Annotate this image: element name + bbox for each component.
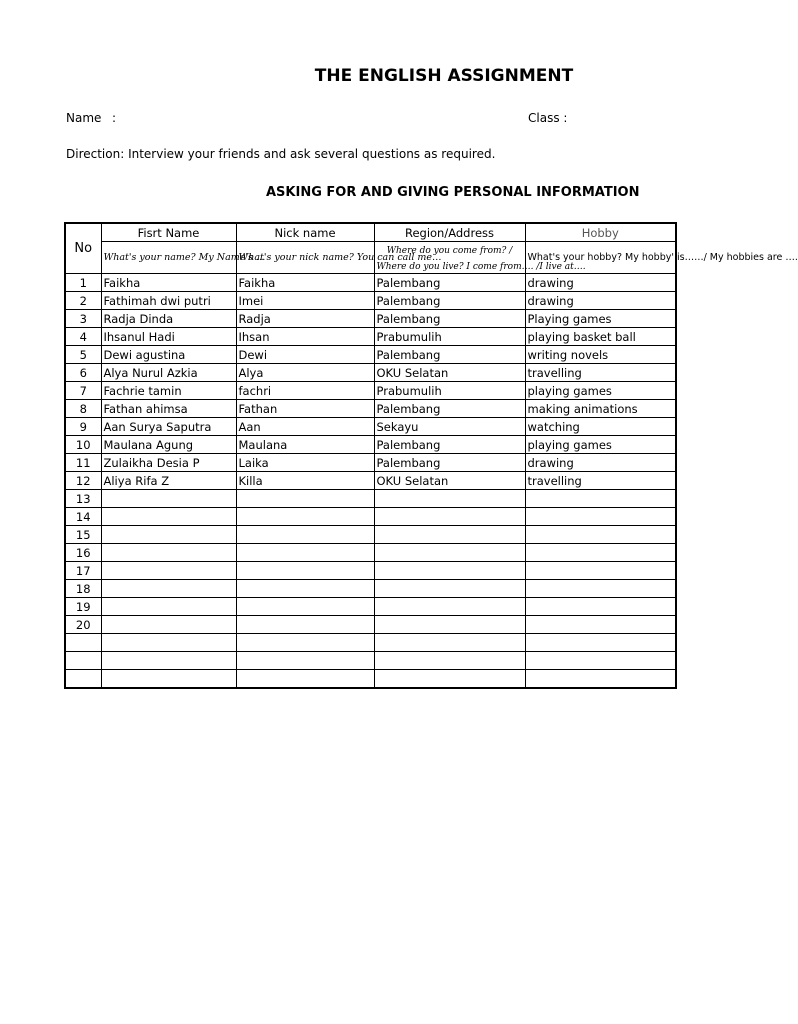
region-cell bbox=[374, 580, 525, 598]
region-cell: Palembang bbox=[374, 310, 525, 328]
region-cell: OKU Selatan bbox=[374, 472, 525, 490]
table-row bbox=[65, 580, 676, 598]
region-cell bbox=[374, 634, 525, 652]
row-number-cell: 11 bbox=[65, 454, 101, 472]
hobby-cell: travelling bbox=[525, 472, 676, 490]
class-label: Class : bbox=[528, 111, 568, 125]
region-cell: Sekayu bbox=[374, 418, 525, 436]
question-region-line-1: Where do you come from? / bbox=[386, 246, 513, 256]
header-row bbox=[65, 223, 676, 242]
region-cell bbox=[374, 526, 525, 544]
row-number-cell: 17 bbox=[65, 562, 101, 580]
hobby-cell: drawing bbox=[525, 454, 676, 472]
name-field-line bbox=[66, 111, 116, 125]
row-number-cell: 15 bbox=[65, 526, 101, 544]
table-row bbox=[65, 634, 676, 652]
first-name-cell: Fachrie tamin bbox=[101, 382, 236, 400]
row-number-cell: 7 bbox=[65, 382, 101, 400]
hobby-cell: drawing bbox=[525, 292, 676, 310]
question-nick-name: What's your nick name? You can call me… bbox=[236, 242, 374, 274]
table-row bbox=[65, 472, 676, 490]
row-number-cell: 3 bbox=[65, 310, 101, 328]
hobby-cell bbox=[525, 616, 676, 634]
row-number-cell: 20 bbox=[65, 616, 101, 634]
region-cell: Palembang bbox=[374, 346, 525, 364]
first-name-cell: Fathimah dwi putri bbox=[101, 292, 236, 310]
first-name-cell bbox=[101, 634, 236, 652]
hobby-cell: travelling bbox=[525, 364, 676, 382]
region-cell: Palembang bbox=[374, 436, 525, 454]
row-number-cell: 14 bbox=[65, 508, 101, 526]
hobby-cell: playing games bbox=[525, 436, 676, 454]
first-name-cell bbox=[101, 670, 236, 689]
hobby-cell bbox=[525, 598, 676, 616]
first-name-cell bbox=[101, 490, 236, 508]
nick-name-cell: Ihsan bbox=[236, 328, 374, 346]
table-row bbox=[65, 652, 676, 670]
first-name-cell: Zulaikha Desia P bbox=[101, 454, 236, 472]
first-name-cell: Ihsanul Hadi bbox=[101, 328, 236, 346]
hobby-cell: playing basket ball bbox=[525, 328, 676, 346]
row-number-cell bbox=[65, 652, 101, 670]
row-number-cell: 16 bbox=[65, 544, 101, 562]
nick-name-cell: Maulana bbox=[236, 436, 374, 454]
nick-name-cell bbox=[236, 544, 374, 562]
region-cell bbox=[374, 562, 525, 580]
nick-name-cell: Radja bbox=[236, 310, 374, 328]
name-label: Name bbox=[66, 111, 102, 125]
nick-name-cell bbox=[236, 670, 374, 689]
first-name-cell bbox=[101, 544, 236, 562]
question-row bbox=[65, 242, 676, 274]
row-number-cell: 6 bbox=[65, 364, 101, 382]
first-name-cell: Faikha bbox=[101, 274, 236, 292]
table-row bbox=[65, 328, 676, 346]
row-number-cell: 10 bbox=[65, 436, 101, 454]
first-name-cell bbox=[101, 508, 236, 526]
question-first-name: What's your name? My Name's … bbox=[101, 242, 236, 274]
region-cell: Palembang bbox=[374, 400, 525, 418]
hobby-cell bbox=[525, 670, 676, 689]
first-name-cell: Fathan ahimsa bbox=[101, 400, 236, 418]
column-header-nick-name: Nick name bbox=[236, 223, 374, 242]
hobby-cell bbox=[525, 580, 676, 598]
nick-name-cell: Aan bbox=[236, 418, 374, 436]
nick-name-cell bbox=[236, 616, 374, 634]
first-name-cell bbox=[101, 652, 236, 670]
region-cell bbox=[374, 508, 525, 526]
nick-name-cell bbox=[236, 652, 374, 670]
table-row bbox=[65, 364, 676, 382]
row-number-cell: 2 bbox=[65, 292, 101, 310]
table-row bbox=[65, 598, 676, 616]
first-name-cell bbox=[101, 562, 236, 580]
table-row bbox=[65, 346, 676, 364]
table-row bbox=[65, 562, 676, 580]
hobby-cell bbox=[525, 526, 676, 544]
name-colon: : bbox=[112, 111, 117, 125]
table-row bbox=[65, 616, 676, 634]
row-number-cell: 18 bbox=[65, 580, 101, 598]
question-hobby: What's your hobby? My hobby' is……/ My hobbies are …. bbox=[525, 242, 676, 274]
row-number-cell: 19 bbox=[65, 598, 101, 616]
first-name-cell: Dewi agustina bbox=[101, 346, 236, 364]
interview-table bbox=[64, 222, 798, 689]
region-cell bbox=[374, 544, 525, 562]
nick-name-cell: Faikha bbox=[236, 274, 374, 292]
hobby-cell: drawing bbox=[525, 274, 676, 292]
hobby-cell: playing games bbox=[525, 382, 676, 400]
nick-name-cell: Dewi bbox=[236, 346, 374, 364]
nick-name-cell bbox=[236, 562, 374, 580]
region-cell bbox=[374, 490, 525, 508]
table-row bbox=[65, 382, 676, 400]
row-number-cell bbox=[65, 634, 101, 652]
first-name-cell bbox=[101, 526, 236, 544]
table-row bbox=[65, 490, 676, 508]
first-name-cell bbox=[101, 616, 236, 634]
table-row bbox=[65, 670, 676, 689]
region-cell bbox=[374, 598, 525, 616]
hobby-cell bbox=[525, 508, 676, 526]
region-cell: Prabumulih bbox=[374, 328, 525, 346]
question-region-line-2: Where do you live? I come from…. /I live at…. bbox=[376, 262, 586, 272]
row-number-cell: 9 bbox=[65, 418, 101, 436]
hobby-cell: watching bbox=[525, 418, 676, 436]
table-row bbox=[65, 274, 676, 292]
table-row bbox=[65, 418, 676, 436]
row-number-cell bbox=[65, 670, 101, 689]
nick-name-cell: Alya bbox=[236, 364, 374, 382]
nick-name-cell: Imei bbox=[236, 292, 374, 310]
hobby-cell bbox=[525, 634, 676, 652]
direction-text: Direction: Interview your friends and ask several questions as required. bbox=[66, 147, 496, 161]
hobby-cell bbox=[525, 490, 676, 508]
row-number-cell: 5 bbox=[65, 346, 101, 364]
table-row bbox=[65, 544, 676, 562]
region-cell: Palembang bbox=[374, 292, 525, 310]
region-cell: Palembang bbox=[374, 274, 525, 292]
row-number-cell: 1 bbox=[65, 274, 101, 292]
nick-name-cell bbox=[236, 598, 374, 616]
first-name-cell: Radja Dinda bbox=[101, 310, 236, 328]
row-number-cell: 4 bbox=[65, 328, 101, 346]
nick-name-cell: fachri bbox=[236, 382, 374, 400]
nick-name-cell: Fathan bbox=[236, 400, 374, 418]
table-row bbox=[65, 508, 676, 526]
nick-name-cell bbox=[236, 508, 374, 526]
region-cell: OKU Selatan bbox=[374, 364, 525, 382]
first-name-cell: Aliya Rifa Z bbox=[101, 472, 236, 490]
hobby-cell: making animations bbox=[525, 400, 676, 418]
table-row bbox=[65, 454, 676, 472]
first-name-cell: Maulana Agung bbox=[101, 436, 236, 454]
column-header-hobby: Hobby bbox=[525, 223, 676, 242]
region-cell bbox=[374, 616, 525, 634]
nick-name-cell: Killa bbox=[236, 472, 374, 490]
hobby-cell: Playing games bbox=[525, 310, 676, 328]
nick-name-cell bbox=[236, 526, 374, 544]
row-number-cell: 12 bbox=[65, 472, 101, 490]
hobby-cell bbox=[525, 562, 676, 580]
region-cell bbox=[374, 670, 525, 689]
region-cell: Palembang bbox=[374, 454, 525, 472]
nick-name-cell bbox=[236, 634, 374, 652]
hobby-cell bbox=[525, 544, 676, 562]
page-title: THE ENGLISH ASSIGNMENT bbox=[314, 66, 574, 86]
first-name-cell bbox=[101, 580, 236, 598]
table-row bbox=[65, 526, 676, 544]
table-row bbox=[65, 292, 676, 310]
table-row bbox=[65, 310, 676, 328]
first-name-cell: Aan Surya Saputra bbox=[101, 418, 236, 436]
column-header-region: Region/Address bbox=[374, 223, 525, 242]
hobby-cell bbox=[525, 652, 676, 670]
region-cell: Prabumulih bbox=[374, 382, 525, 400]
nick-name-cell bbox=[236, 490, 374, 508]
table-row bbox=[65, 436, 676, 454]
column-header-first-name: Fisrt Name bbox=[101, 223, 236, 242]
nick-name-cell bbox=[236, 580, 374, 598]
hobby-cell: writing novels bbox=[525, 346, 676, 364]
nick-name-cell: Laika bbox=[236, 454, 374, 472]
region-cell bbox=[374, 652, 525, 670]
first-name-cell bbox=[101, 598, 236, 616]
table-row bbox=[65, 400, 676, 418]
row-number-cell: 13 bbox=[65, 490, 101, 508]
first-name-cell: Alya Nurul Azkia bbox=[101, 364, 236, 382]
section-subtitle: ASKING FOR AND GIVING PERSONAL INFORMATION bbox=[266, 185, 640, 200]
row-number-cell: 8 bbox=[65, 400, 101, 418]
column-header-no: No bbox=[65, 223, 101, 274]
